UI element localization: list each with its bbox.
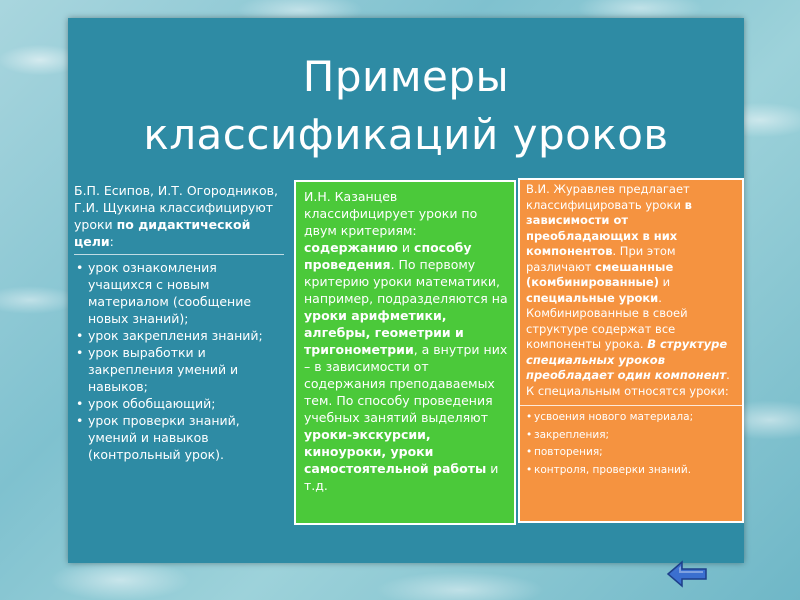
- text: И.Н. Казанцев классифицирует уроки по двум критериям:: [304, 189, 478, 238]
- bold-text: уроки арифметики, алгебры, геометрии и тригонометрии: [304, 308, 464, 357]
- slide: [68, 18, 744, 563]
- title-line-1: Примеры: [302, 52, 510, 101]
- list-item: • урок выработки и закрепления умений и навыков;: [74, 344, 284, 395]
- text: и: [658, 275, 671, 289]
- text: , а внутри них – в зависимости от содержания преподаваемых тем. По способу проведения учебных занятий выделяют: [304, 342, 508, 425]
- footer-bar: [68, 525, 744, 563]
- intro-text: Б.П. Есипов, И.Т. Огородников, Г.И. Щукина классифицируют уроки: [74, 183, 278, 232]
- special-lessons-list: [526, 409, 737, 479]
- list-item: • урок проверки знаний, умений и навыков (контрольный урок).: [74, 412, 284, 463]
- list-item: • урок ознакомления учащихся с новым материалом (сообщение новых знаний);: [74, 259, 284, 327]
- list-item: • урок обобщающий;: [74, 395, 284, 412]
- slide-title: [68, 48, 744, 164]
- text: В.И. Журавлев предлагает классифицировать уроки: [526, 182, 690, 212]
- list-item: • урок закрепления знаний;: [74, 327, 284, 344]
- intro-colon: :: [109, 234, 114, 249]
- column-esipov: [68, 178, 288, 523]
- list-item: • повторения;: [526, 444, 737, 462]
- bold-text: уроки-экскурсии, киноуроки, уроки самостоятельной работы: [304, 427, 487, 476]
- back-arrow-icon: [666, 559, 708, 589]
- column-kazantsev: [294, 180, 516, 525]
- text: . По первому критерию уроки математики, например, подразделяются на: [304, 257, 508, 306]
- back-button[interactable]: [666, 559, 708, 589]
- divider: [520, 405, 742, 406]
- bold-text: содержанию: [304, 240, 398, 255]
- column-zhuravlev: [518, 178, 744, 523]
- column-zhuravlev-text: [526, 182, 737, 399]
- column-esipov-intro: [74, 182, 284, 255]
- lesson-type-list: [74, 259, 284, 463]
- text: . При этом различают: [526, 244, 676, 274]
- text: и: [397, 240, 415, 255]
- text: и т.д.: [304, 461, 499, 493]
- list-item: • контроля, проверки знаний.: [526, 462, 737, 480]
- bold-text: смешанные (комбинированные): [526, 259, 674, 289]
- intro-bold: по дидактической цели: [74, 217, 251, 249]
- bold-text: в зависимости от преобладающих в них компонентов: [526, 197, 692, 258]
- title-line-2: классификаций уроков: [143, 110, 669, 159]
- text: . К специальным относятся уроки:: [526, 368, 730, 398]
- bold-italic-text: В структуре специальных уроков преобладает один компонент: [526, 337, 728, 382]
- bold-text: способу проведения: [304, 240, 472, 272]
- text: . Комбинированные в своей структуре содержат все компоненты урока.: [526, 290, 688, 351]
- list-item: • усвоения нового материала;: [526, 409, 737, 427]
- bold-text: специальные уроки: [526, 290, 659, 305]
- list-item: • закрепления;: [526, 427, 737, 445]
